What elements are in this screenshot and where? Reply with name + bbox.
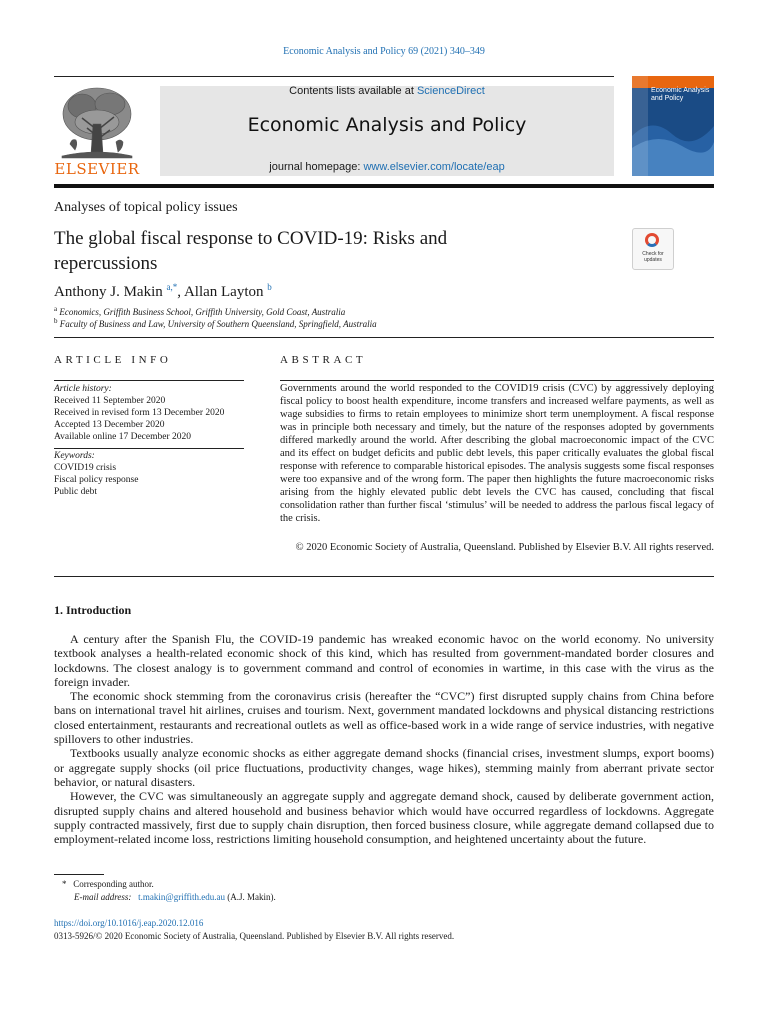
- affiliation-mark: a: [54, 305, 58, 313]
- abstract-heading: ABSTRACT: [280, 354, 367, 366]
- intro-paragraph: A century after the Spanish Flu, the COVID-19 pandemic has wreaked economic havoc on the world economy. No university textbook analyses a health-related economic shock of this kind, which has resulted from government-mandated border closures and lockdowns. The closest analogy is to government command and control of economies in wartime, in this case with the virus as the foreign invader.: [54, 632, 714, 689]
- crossmark-icon: [645, 233, 659, 247]
- email-suffix: (A.J. Makin).: [225, 892, 276, 902]
- sciencedirect-link[interactable]: ScienceDirect: [416, 85, 485, 97]
- intro-heading: 1. Introduction: [54, 603, 132, 617]
- contents-prefix: Contents lists available at: [289, 85, 417, 97]
- keywords-subrule: [54, 448, 244, 449]
- history-item: Available online 17 December 2020: [54, 432, 191, 442]
- affiliation-text: Faculty of Business and Law, University of Southern Queensland, Springfield, Australia: [59, 319, 377, 329]
- header-thick-rule: [54, 184, 714, 188]
- footnote-corresponding: [62, 879, 154, 889]
- history-item: Accepted 13 December 2020: [54, 420, 165, 430]
- affiliation-b: [54, 317, 377, 329]
- history-item: Received in revised form 13 December 2020: [54, 408, 225, 418]
- author-affiliation-mark[interactable]: b: [267, 282, 272, 292]
- footnote-symbol: *: [62, 879, 67, 889]
- abstract-text: Governments around the world responded to the COVID19 crisis (CVC) by aggressively deploying fiscal policy to boost health expenditure, income transfers and increased welfare payments, as well as wage subsidies to firms to retain employees to minimize short term unemployment. A fiscal response was in principle both necessary and timely, but the nature of the responses adopted by governments differed markedly around the world. After describing the global macroeconomic impact of the CVC and its effect on budget deficits and public debt levels, this paper critically evaluates the global fiscal response with reference to comparable historical episodes. The analysis suggests some fiscal responses were too expansive and of the wrong form. The paper then highlights the future macroeconomic risks arising from the highly elevated public debt levels the CVC has caused, concluding that fiscal consolidation rather than further fiscal ‘stimulus’ will be needed to address the parlous fiscal legacy of the crisis.: [280, 383, 714, 524]
- homepage-line: [160, 161, 614, 173]
- keyword-item: COVID19 crisis: [54, 463, 117, 473]
- author-name[interactable]: Allan Layton: [183, 284, 264, 300]
- elsevier-wordmark: ELSEVIER: [54, 160, 140, 178]
- header-top-rule: [54, 76, 614, 77]
- article-info-subrule: [54, 380, 244, 381]
- keyword-item: Public debt: [54, 487, 98, 497]
- issn-copyright-line: 0313-5926/© 2020 Economic Society of Australia, Queensland. Published by Elsevier B.V. All rights reserved.: [54, 931, 455, 941]
- footnote-email: [74, 892, 276, 902]
- article-info-rule: [54, 337, 714, 338]
- check-for-updates-button[interactable]: [632, 228, 674, 270]
- intro-paragraph: However, the CVC was simultaneously an aggregate supply and aggregate demand shock, caused by deliberate government action, disrupted supply chains and altered household and business behavior which would have occurred regardless of lockdowns. Aggregate supply contracted massively, first due to supply chain disruption, then forced business closure, while aggregate demand collapsed due to employment-related income loss, restrictions limiting household consumption, and heightened uncertainty about the future.: [54, 789, 714, 847]
- intro-paragraph: Textbooks usually analyze economic shocks as either aggregate demand shocks (financial crises, investment slumps, export booms) or aggregate supply shocks (oil price fluctuations, productivity changes, wage hikes), stemming mainly from aberrant private sector behavior, or natural disasters.: [54, 746, 714, 789]
- body-top-rule: [54, 576, 714, 577]
- keywords-title: Keywords:: [54, 451, 95, 461]
- footnote-rule: [54, 874, 104, 875]
- abstract-copyright: © 2020 Economic Society of Australia, Queensland. Published by Elsevier B.V. All rights reserved.: [295, 542, 714, 553]
- footnote-text: Corresponding author.: [73, 879, 154, 889]
- keywords: [54, 450, 254, 498]
- affiliation-mark: b: [54, 317, 58, 325]
- homepage-prefix: journal homepage:: [269, 161, 364, 173]
- crossmark-label: Check for updates: [642, 251, 664, 263]
- affiliation-a: [54, 305, 345, 317]
- cover-title: Economic Analysis and Policy: [651, 87, 710, 102]
- journal-cover-image[interactable]: [632, 76, 714, 176]
- journal-name: Economic Analysis and Policy: [247, 114, 527, 136]
- history-title: Article history:: [54, 384, 112, 394]
- author-list: [54, 282, 272, 301]
- author-separator: ,: [177, 284, 184, 300]
- history-item: Received 11 September 2020: [54, 396, 166, 406]
- doi-link[interactable]: https://doi.org/10.1016/j.eap.2020.12.016: [54, 918, 204, 928]
- contents-line: [160, 85, 614, 97]
- journal-homepage-link[interactable]: www.elsevier.com/locate/eap: [363, 161, 505, 173]
- email-label: E-mail address:: [74, 892, 132, 902]
- article-history: [54, 383, 254, 443]
- affiliation-text: Economics, Griffith Business School, Griffith University, Gold Coast, Australia: [59, 307, 346, 317]
- keyword-item: Fiscal policy response: [54, 475, 139, 485]
- cover-art: [632, 76, 714, 176]
- author-email-link[interactable]: t.makin@griffith.edu.au: [138, 892, 226, 902]
- journal-citation[interactable]: Economic Analysis and Policy 69 (2021) 340–349: [283, 46, 485, 57]
- abstract-subrule: [280, 380, 714, 381]
- author-name[interactable]: Anthony J. Makin: [54, 284, 163, 300]
- intro-paragraph: The economic shock stemming from the coronavirus crisis (hereafter the “CVC”) first disrupted supply chains from China before bans on international travel hit airlines, cruises and tourism. Next, government mandated lockdowns and physical distancing restrictions closed entertainment, restaurants and recreational outlets as well as office-based work in a wide range of service industries, with negative spillovers to other industries.: [54, 689, 714, 747]
- intro-body: [54, 632, 714, 846]
- article-title: The global fiscal response to COVID-19: Risks and repercussions: [54, 228, 448, 274]
- author-affiliation-mark[interactable]: a,*: [166, 282, 178, 292]
- article-info-heading: ARTICLE INFO: [54, 354, 172, 366]
- section-label: Analyses of topical policy issues: [54, 200, 238, 215]
